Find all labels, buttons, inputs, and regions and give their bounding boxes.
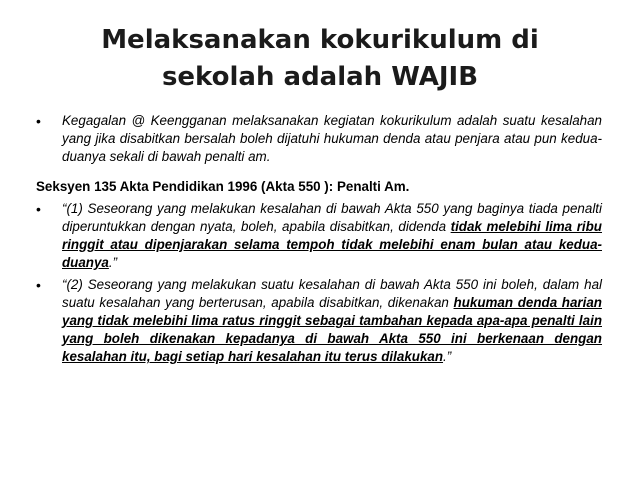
bullet-quote-2	[36, 276, 602, 366]
quote-1-text: “(1) Seseorang yang melakukan kesalahan di bawah Akta 550 yang baginya tiada penalti diperuntukkan dengan nyata, boleh, apabila disabitkan, didenda	[62, 201, 602, 234]
title-line-2: sekolah adalah WAJIB	[161, 62, 479, 92]
bullet-quote-1	[36, 200, 602, 272]
quote-1-closing: .”	[108, 255, 118, 270]
quote-2-closing: .”	[443, 349, 452, 364]
quote-1-emphasis: tidak melebihi lima ribu ringgit atau dipenjarakan selama tempoh tidak melebihi enam bulan atau kedua-duanya	[62, 219, 602, 270]
bullet-failure-penalty: • Kegagalan @ Keengganan melaksanakan kegiatan kokurikulum adalah suatu kesalahan yang jika disabitkan bersalah boleh dijatuhi hukuman denda atau penjara atau pun kedua-duanya sekali di bawah penalti am.	[36, 112, 602, 166]
slide-title	[60, 22, 580, 96]
quote-2-emphasis: hukuman denda harian yang tidak melebihi lima ratus ringgit sebagai tambahan kepada apa-apa penalti lain yang boleh dikenakan kepadanya di bawah Akta 550 ini berkenaan dengan kesalahan itu, bagi setiap hari kesalahan itu terus dilakukan	[62, 295, 602, 364]
quote-2-text: “(2) Seseorang yang melakukan suatu kesalahan di bawah Akta 550 ini boleh, dalam hal suatu kesalahan yang berterusan, apabila disabitkan, dikenakan	[62, 277, 602, 310]
title-line-1: Melaksanakan kokurikulum di	[101, 25, 539, 55]
slide-body	[36, 112, 602, 366]
section-heading: Seksyen 135 Akta Pendidikan 1996 (Akta 550 ): Penalti Am.	[36, 179, 410, 194]
